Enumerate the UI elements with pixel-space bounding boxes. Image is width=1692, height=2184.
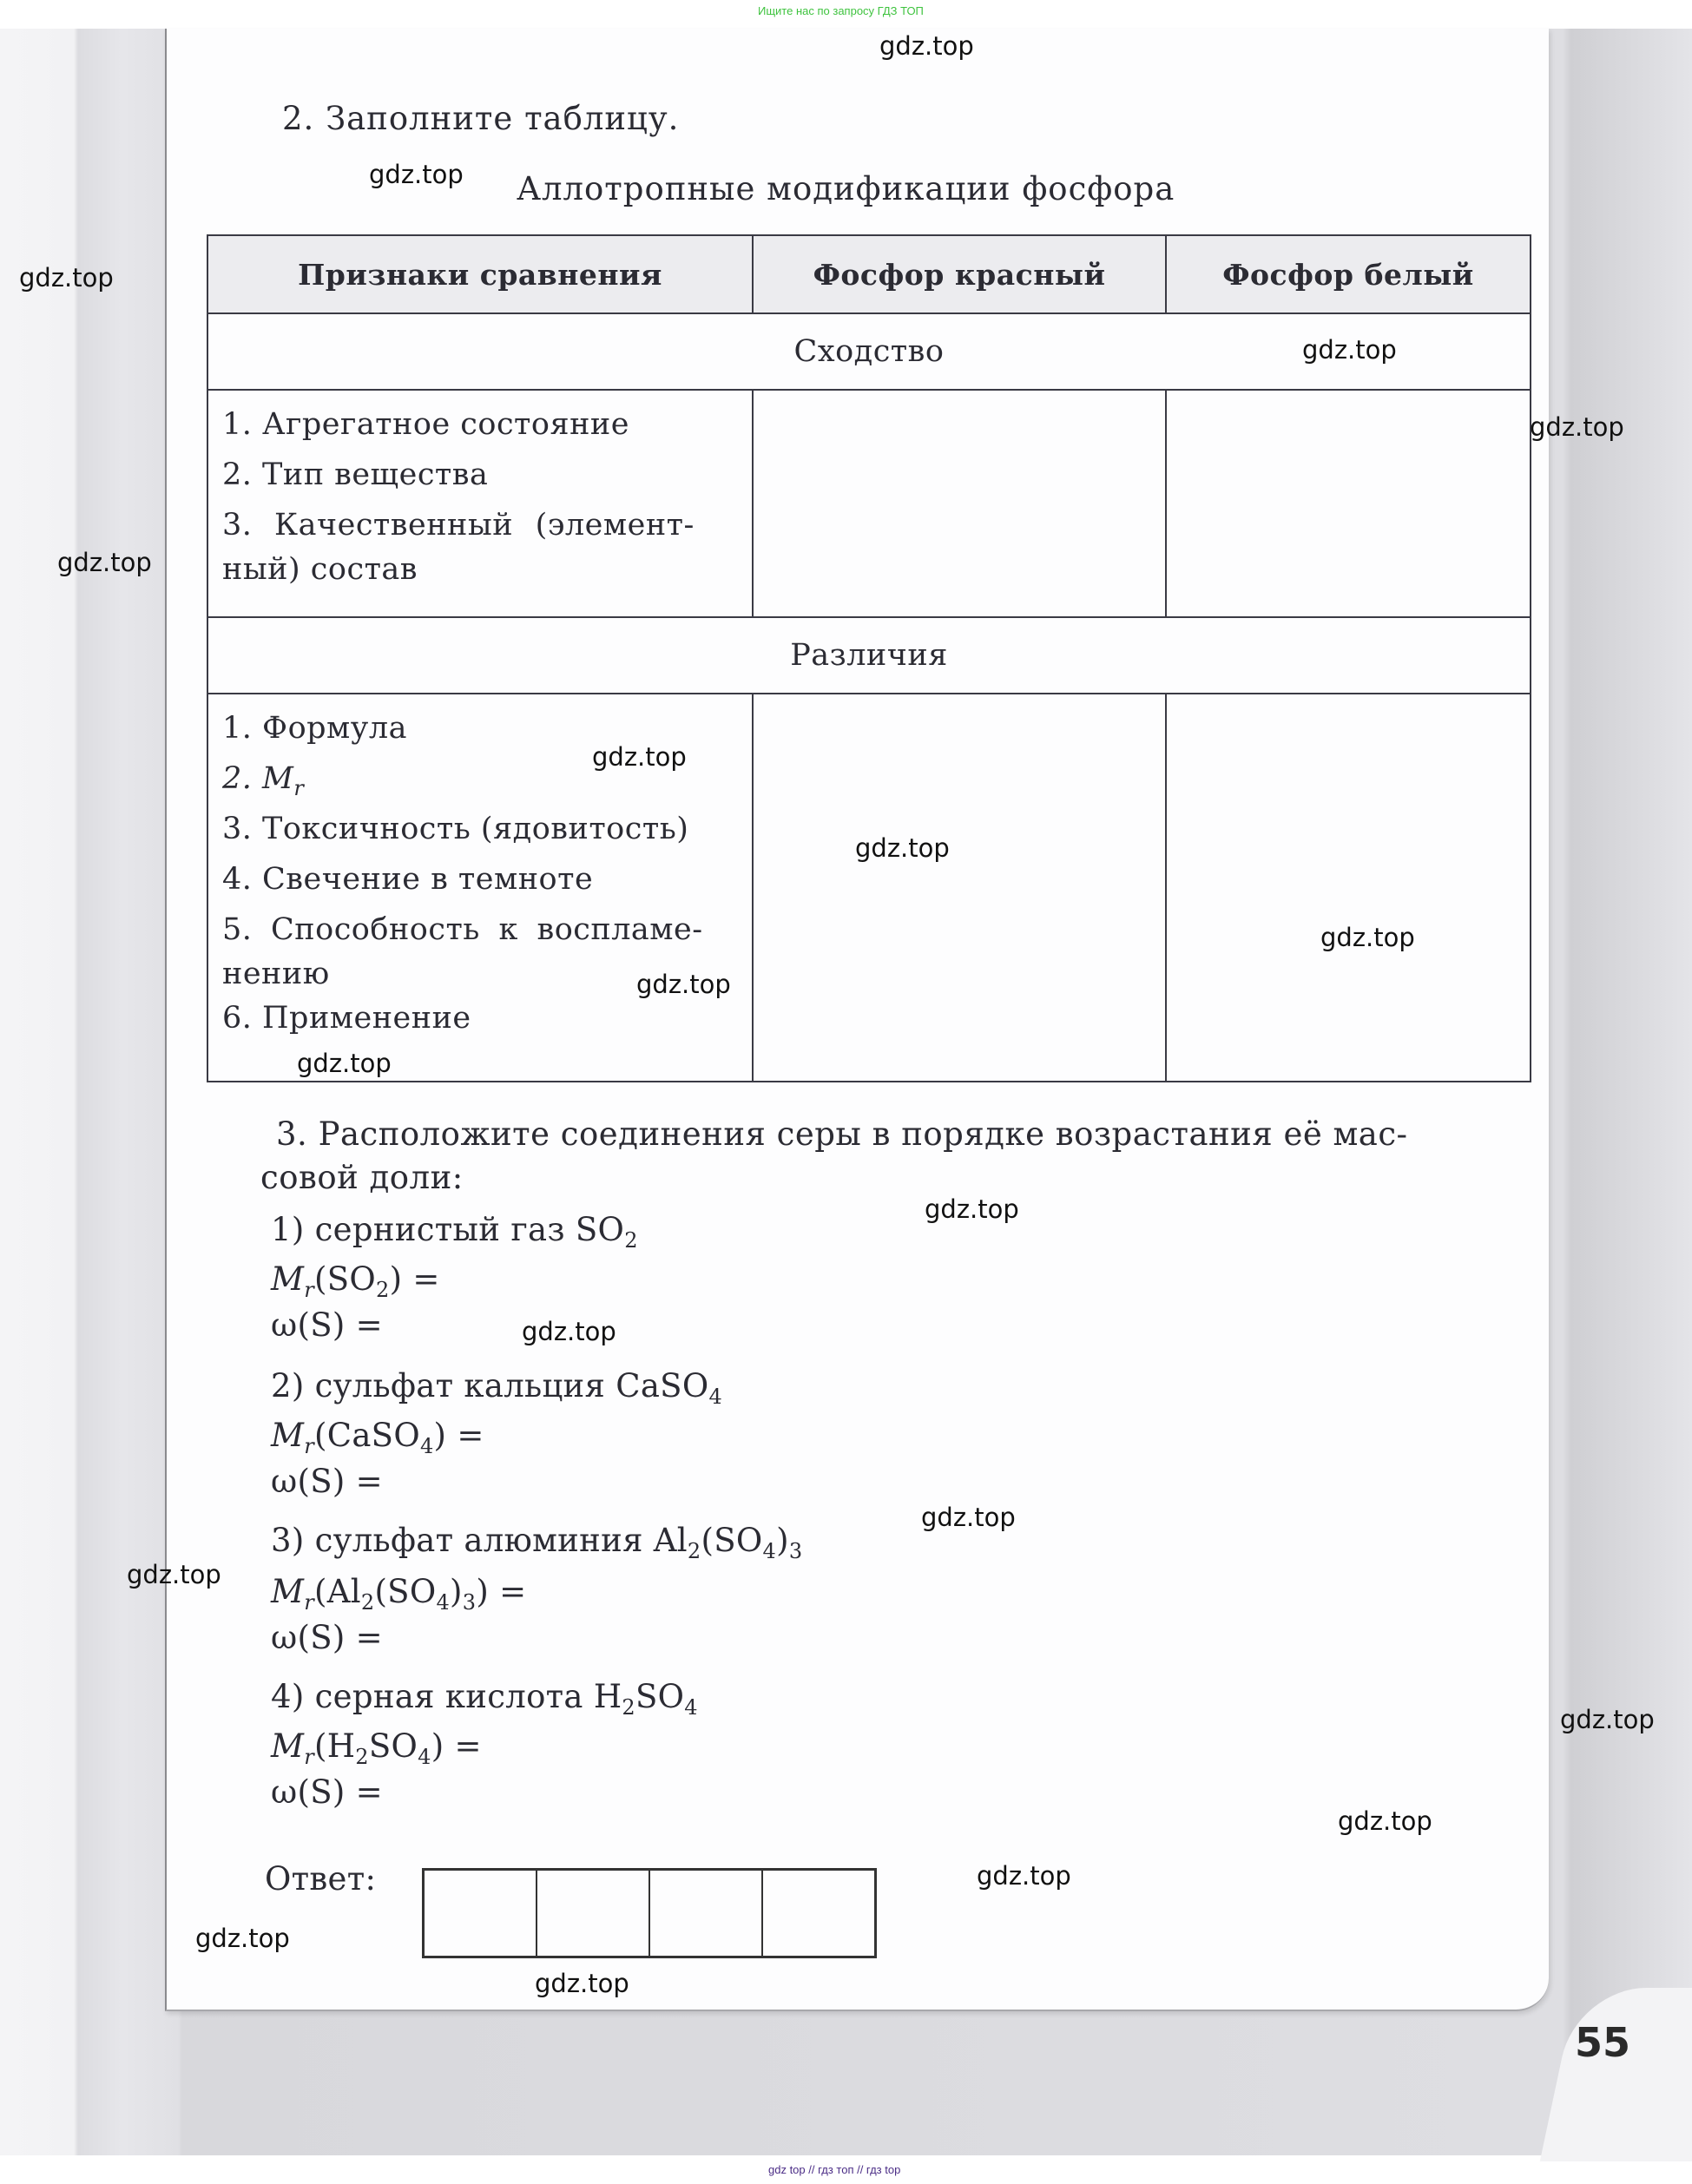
- header-white-phosphorus: Фосфор белый: [1166, 235, 1531, 313]
- compound-3-title: 3) сульфат алюминия $Al_2(SO_4)_3$: [271, 1522, 803, 1563]
- table-header-row: [207, 235, 1531, 313]
- watermark: gdz.top: [1320, 923, 1415, 952]
- watermark: gdz.top: [522, 1317, 616, 1346]
- watermark: gdz.top: [925, 1194, 1019, 1224]
- white-differences-answer-cell[interactable]: [1166, 694, 1531, 1082]
- list-item: 1. Агрегатное состояние: [222, 407, 629, 442]
- compound-1-mass-fraction: ω(S) =: [271, 1306, 383, 1344]
- watermark: gdz.top: [1302, 335, 1397, 365]
- compound-4-mass-fraction: ω(S) =: [271, 1773, 383, 1811]
- list-item: ный) состав: [222, 552, 418, 587]
- white-similarity-answer-cell[interactable]: [1166, 390, 1531, 617]
- watermark: gdz.top: [977, 1861, 1071, 1891]
- table-row: [207, 390, 1531, 617]
- answer-cell-3[interactable]: [650, 1871, 763, 1956]
- top-promo-note: Ищите нас по запросу ГДЗ ТОП: [758, 4, 924, 17]
- similarity-criteria-cell: [207, 390, 753, 617]
- compound-2-mr: $M_r(CaSO_4)$ =: [271, 1417, 484, 1458]
- watermark: gdz.top: [1560, 1705, 1655, 1734]
- watermark: gdz.top: [535, 1969, 629, 1998]
- red-similarity-answer-cell[interactable]: [753, 390, 1166, 617]
- watermark: gdz.top: [592, 742, 687, 772]
- compound-3-mr: $M_r(Al_2(SO_4)_3)$ =: [271, 1573, 527, 1615]
- page-number: 55: [1575, 2019, 1631, 2066]
- watermark: gdz.top: [879, 31, 974, 61]
- list-item: 1. Формула: [222, 711, 407, 746]
- compound-4-mr: $M_r(H_2SO_4)$ =: [271, 1727, 482, 1769]
- answer-cell-2[interactable]: [537, 1871, 650, 1956]
- compound-4-title: 4) серная кислота $H_2SO_4$: [271, 1678, 698, 1720]
- list-item: 5. Способность к воспламе-: [222, 912, 703, 947]
- header-red-phosphorus: Фосфор красный: [753, 235, 1166, 313]
- watermark: gdz.top: [636, 970, 731, 999]
- answer-boxes: [422, 1868, 877, 1958]
- watermark: gdz.top: [297, 1049, 392, 1078]
- list-item: 4. Свечение в темноте: [222, 862, 594, 897]
- footer-note: gdz top // гдз топ // гдз top: [768, 2163, 901, 2176]
- compound-1-mr: $M_r(SO_2)$ =: [271, 1260, 440, 1302]
- section-differences: Различия: [207, 617, 1531, 694]
- watermark: gdz.top: [127, 1560, 221, 1589]
- task2-heading: 2. Заполните таблицу.: [282, 100, 680, 137]
- compound-3-mass-fraction: ω(S) =: [271, 1619, 383, 1656]
- watermark: gdz.top: [921, 1503, 1016, 1532]
- answer-cell-1[interactable]: [425, 1871, 537, 1956]
- watermark: gdz.top: [57, 548, 152, 577]
- watermark: gdz.top: [1338, 1806, 1432, 1836]
- list-item: 3. Токсичность (ядовитость): [222, 812, 689, 846]
- answer-label: Ответ:: [265, 1860, 377, 1898]
- list-item: 3. Качественный (элемент-: [222, 508, 695, 543]
- compound-2-title: 2) сульфат кальция CaSO$_4$: [271, 1367, 723, 1409]
- task3-heading-line1: 3. Расположите соединения серы в порядке возрастания её мас-: [276, 1115, 1408, 1153]
- watermark: gdz.top: [855, 833, 950, 863]
- watermark: gdz.top: [1530, 412, 1624, 442]
- task3-heading-line2: совой доли:: [260, 1159, 464, 1196]
- compound-2-mass-fraction: ω(S) =: [271, 1463, 383, 1500]
- list-item: 6. Применение: [222, 1001, 471, 1036]
- watermark: gdz.top: [369, 160, 464, 189]
- table-row: [207, 694, 1531, 1082]
- table-caption: Аллотропные модификации фосфора: [517, 170, 1175, 207]
- list-item: нению: [222, 957, 330, 991]
- compound-1-title: 1) сернистый газ $SO_2$: [271, 1211, 638, 1253]
- watermark: gdz.top: [195, 1924, 290, 1953]
- answer-cell-4[interactable]: [763, 1871, 874, 1956]
- watermark: gdz.top: [19, 263, 114, 293]
- red-differences-answer-cell[interactable]: [753, 694, 1166, 1082]
- list-item: 2. Тип вещества: [222, 457, 489, 492]
- header-criteria: Признаки сравнения: [207, 235, 753, 313]
- list-item: 2. $M_r$: [222, 761, 305, 800]
- section-similarity: Сходство: [207, 313, 1531, 390]
